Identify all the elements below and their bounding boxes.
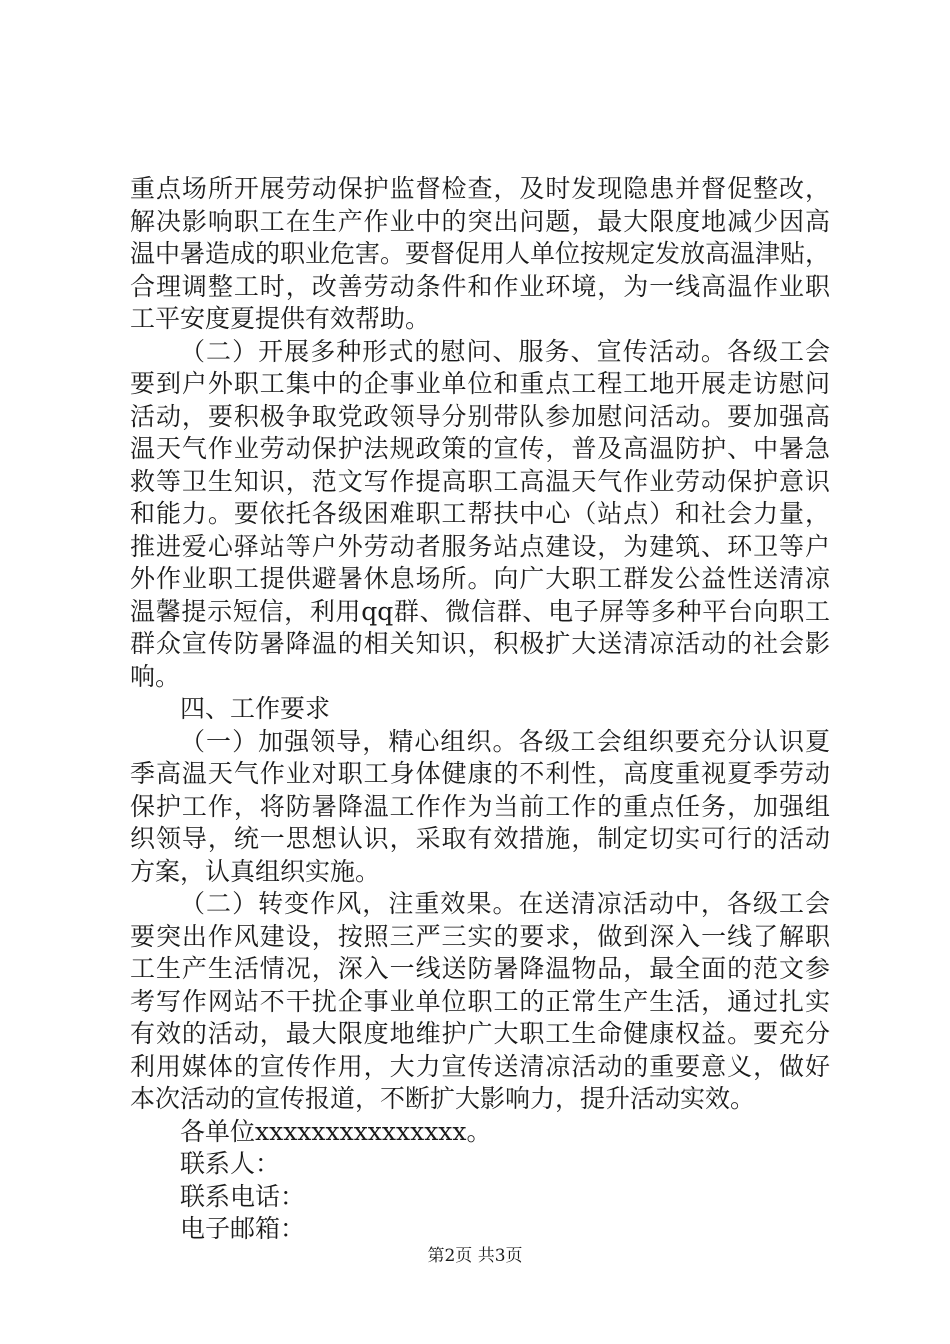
text-line: 解决影响职工在生产作业中的突出问题，最大限度地减少因高 [130, 206, 830, 236]
text-line: 温中暑造成的职业危害。要督促用人单位按规定发放高温津贴， [130, 239, 831, 268]
text-line: 四、工作要求 [180, 694, 331, 723]
text-line: （二）开展多种形式的慰问、服务、宣传活动。各级工会 [180, 336, 830, 366]
text-line: 响。 [130, 661, 181, 691]
text-line: 联系电话： [180, 1181, 306, 1211]
text-line: 救等卫生知识，范文写作提高职工高温天气作业劳动保护意识 [130, 466, 830, 496]
text-line: 保护工作，将防暑降温工作作为当前工作的重点任务，加强组 [130, 791, 830, 821]
text-line: （二）转变作风，注重效果。在送清凉活动中，各级工会 [180, 889, 830, 918]
text-line: 和能力。要依托各级困难职工帮扶中心（站点）和社会力量， [130, 499, 830, 528]
text-line: 外作业职工提供避暑休息场所。向广大职工群发公益性送清凉 [130, 564, 830, 593]
text-line: 联系人： [180, 1149, 281, 1178]
text-line: 织领导，统一思想认识，采取有效措施，制定切实可行的活动 [130, 824, 830, 853]
text-line: 考写作网站不干扰企事业单位职工的正常生产生活，通过扎实 [130, 986, 830, 1016]
text-line: 群众宣传防暑降温的相关知识，积极扩大送清凉活动的社会影 [130, 629, 830, 658]
text-line: 工平安度夏提供有效帮助。 [130, 304, 431, 333]
text-line: 方案，认真组织实施。 [130, 856, 381, 886]
text-line: 要突出作风建设，按照三严三实的要求，做到深入一线了解职 [130, 921, 830, 951]
page-footer: 第2页 共3页 [427, 1246, 523, 1266]
text-line: 工生产生活情况，深入一线送防暑降温物品，最全面的范文参 [130, 954, 830, 983]
text-line: 本次活动的宣传报道，不断扩大影响力，提升活动实效。 [130, 1084, 756, 1113]
text-line: 电子邮箱： [180, 1214, 306, 1243]
text-line: 季高温天气作业对职工身体健康的不利性，高度重视夏季劳动 [130, 759, 830, 788]
text-line: 要到户外职工集中的企事业单位和重点工程工地开展走访慰问 [130, 369, 830, 398]
text-line: 重点场所开展劳动保护监督检查，及时发现隐患并督促整改， [130, 174, 830, 203]
text-line: 温天气作业劳动保护法规政策的宣传，普及高温防护、中暑急 [130, 434, 830, 463]
text-line: 合理调整工时，改善劳动条件和作业环境，为一线高温作业职 [130, 271, 830, 301]
text-line: 活动，要积极争取党政领导分别带队参加慰问活动。要加强高 [130, 401, 830, 431]
text-line: 有效的活动，最大限度地维护广大职工生命健康权益。要充分 [130, 1019, 830, 1048]
text-line: 温馨提示短信，利用qq群、微信群、电子屏等多种平台向职工 [130, 596, 830, 626]
text-line: 各单位xxxxxxxxxxxxxxx。 [180, 1116, 492, 1146]
text-line: （一）加强领导，精心组织。各级工会组织要充分认识夏 [180, 726, 830, 756]
document-body [130, 173, 830, 1246]
text-line: 利用媒体的宣传作用，大力宣传送清凉活动的重要意义，做好 [130, 1051, 830, 1081]
text-line: 推进爱心驿站等户外劳动者服务站点建设，为建筑、环卫等户 [130, 531, 830, 561]
